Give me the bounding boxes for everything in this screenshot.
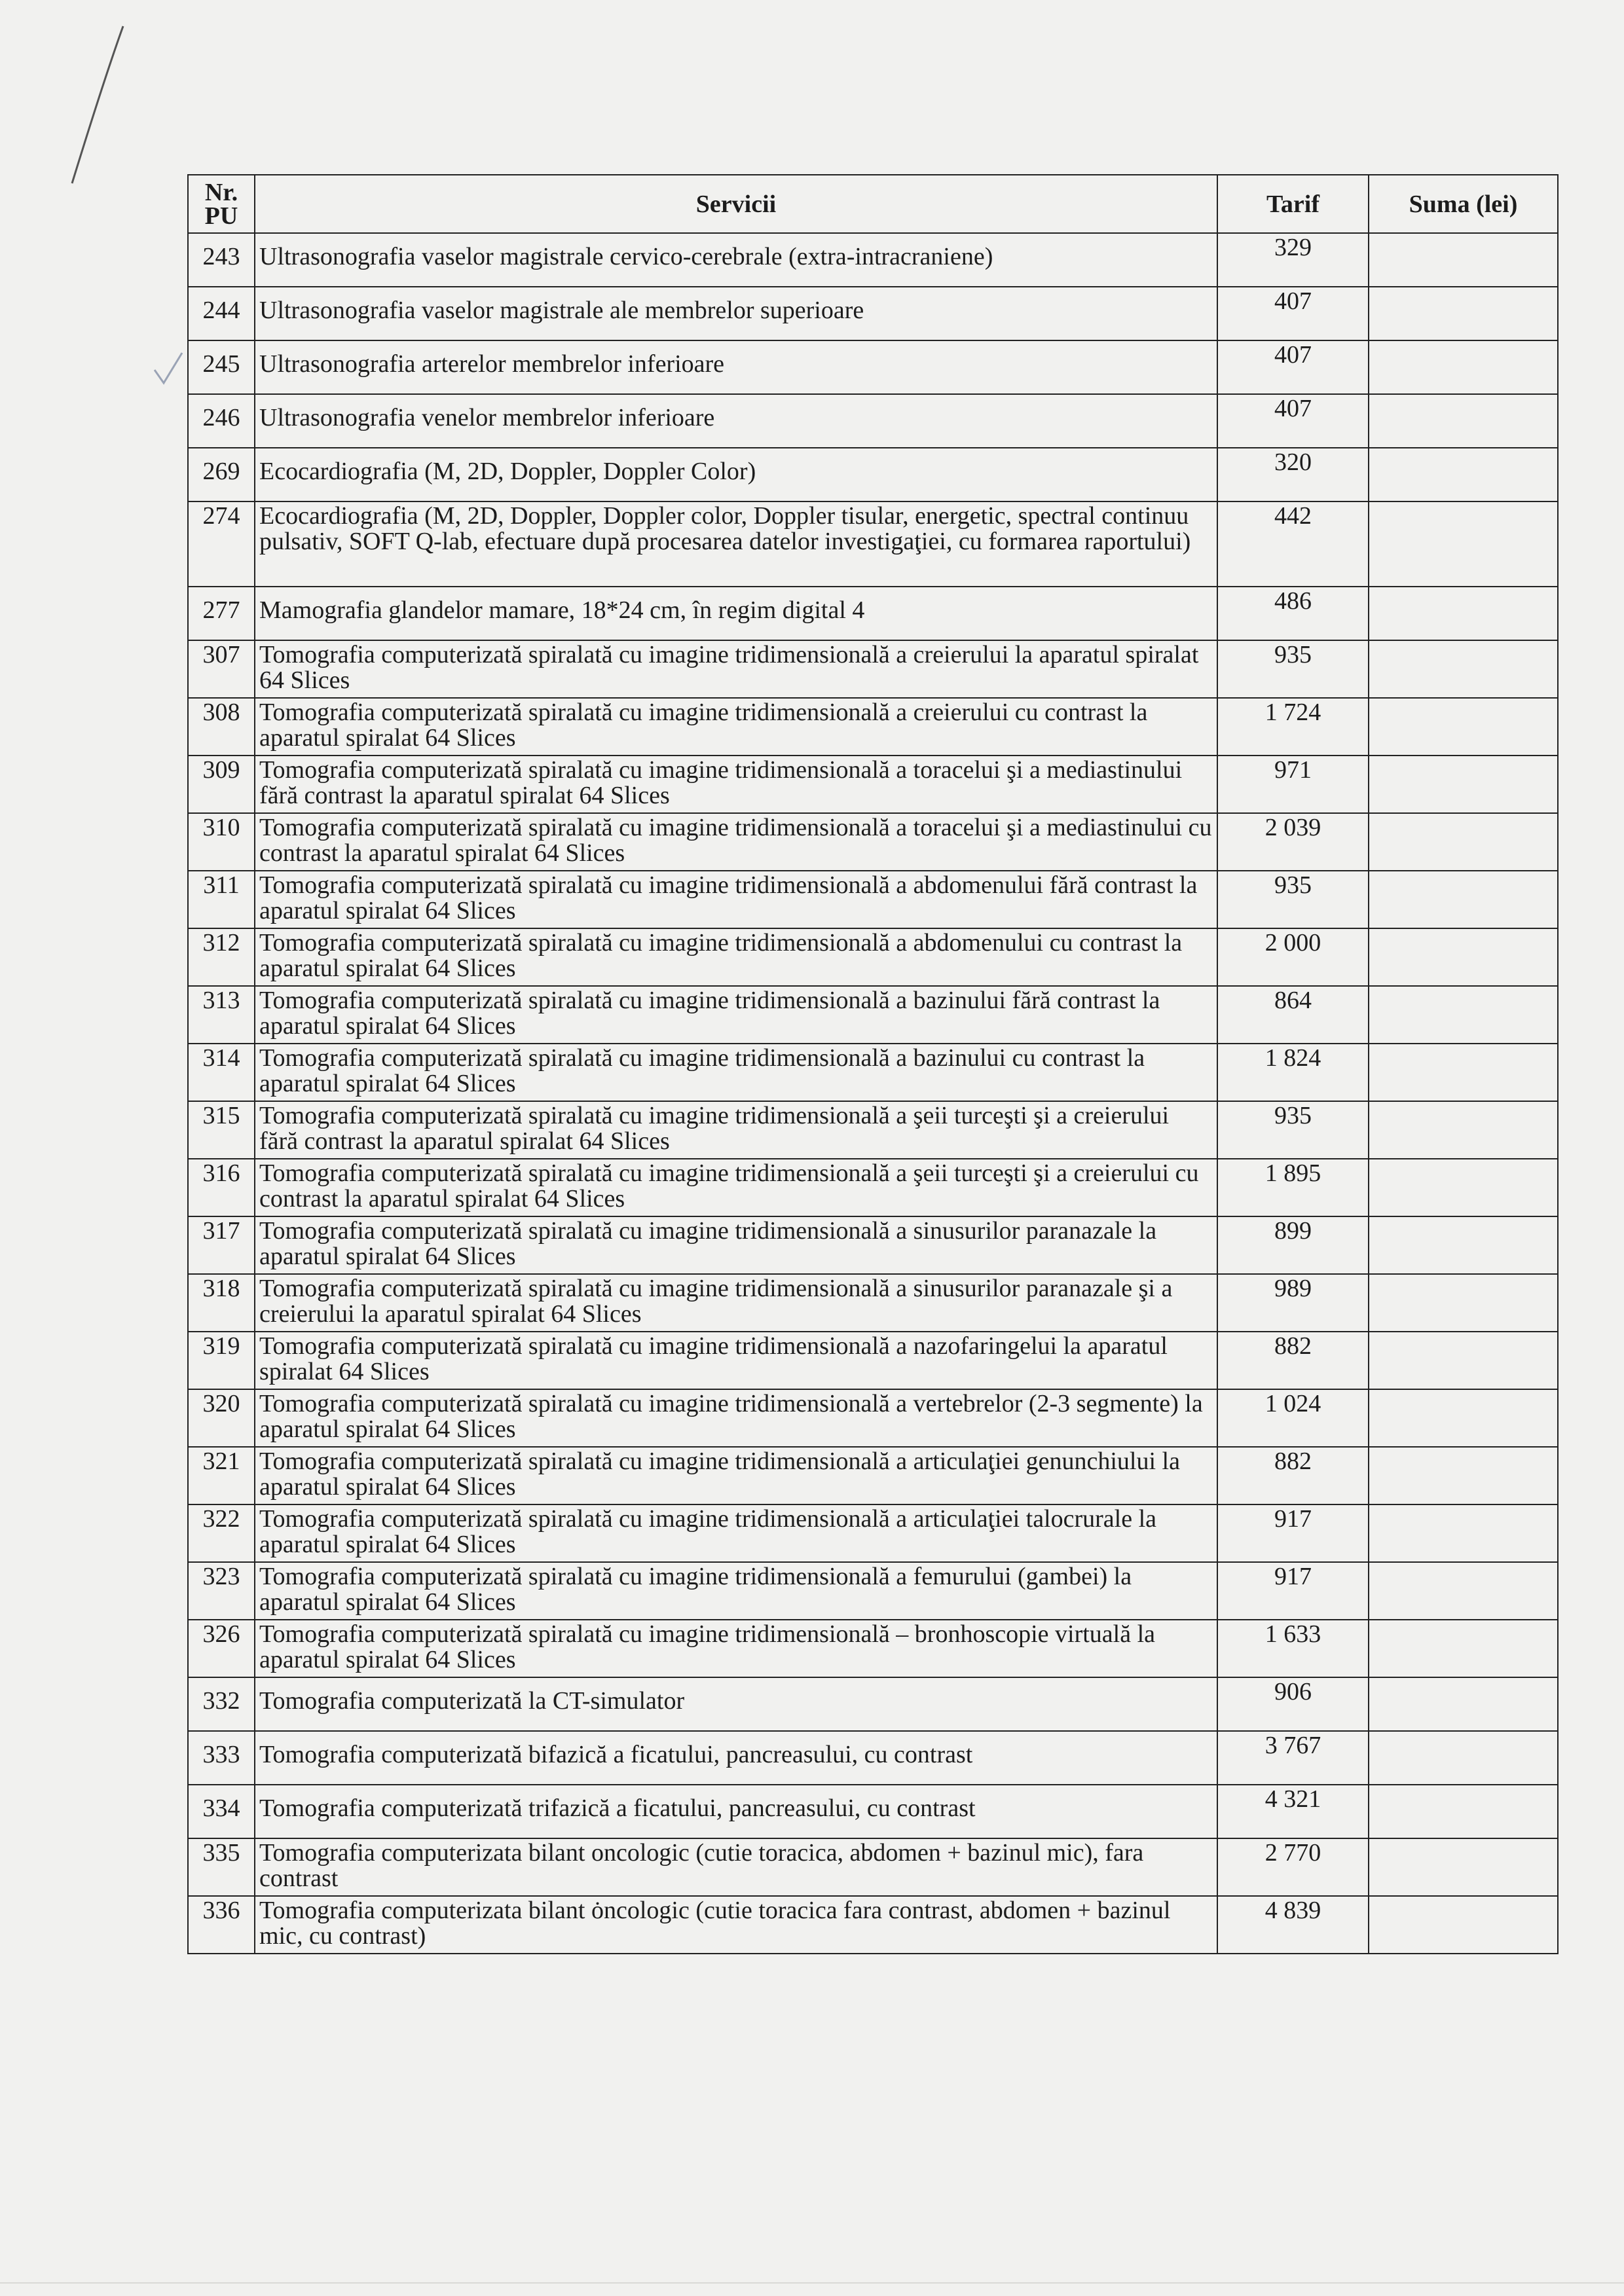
table-body bbox=[188, 233, 1558, 1954]
table-row bbox=[188, 871, 1558, 928]
cell-serviciu: Tomografia computerizata bilant oncologic (cutie toracica, abdomen + bazinul mic), fara contrast bbox=[255, 1838, 1217, 1896]
cell-serviciu: Tomografia computerizată trifazică a ficatului, pancreasului, cu contrast bbox=[255, 1785, 1217, 1838]
cell-serviciu: Tomografia computerizată spiralată cu imagine tridimensională – bronhoscopie virtuală la aparatul spiralat 64 Slices bbox=[255, 1620, 1217, 1677]
cell-tarif: 882 bbox=[1217, 1447, 1369, 1504]
cell-suma bbox=[1369, 1332, 1558, 1389]
cell-tarif: 1 824 bbox=[1217, 1044, 1369, 1101]
cell-tarif: 4 321 bbox=[1217, 1785, 1369, 1838]
table-row bbox=[188, 698, 1558, 756]
cell-suma bbox=[1369, 698, 1558, 756]
cell-tarif: 989 bbox=[1217, 1274, 1369, 1332]
cell-suma bbox=[1369, 1562, 1558, 1620]
cell-tarif: 407 bbox=[1217, 340, 1369, 394]
cell-serviciu: Tomografia computerizată spiralată cu imagine tridimensională a bazinului cu contrast la aparatul spiralat 64 Slices bbox=[255, 1044, 1217, 1101]
cell-serviciu: Tomografia computerizată spiralată cu imagine tridimensională a toracelui şi a mediastinului cu contrast la aparatul spiralat 64 Slices bbox=[255, 813, 1217, 871]
services-table bbox=[187, 174, 1559, 1954]
cell-tarif: 1 633 bbox=[1217, 1620, 1369, 1677]
table-row bbox=[188, 1504, 1558, 1562]
table-row bbox=[188, 1101, 1558, 1159]
table-row bbox=[188, 1389, 1558, 1447]
cell-nr: 307 bbox=[188, 640, 255, 698]
pen-stroke-mark bbox=[39, 20, 131, 190]
cell-suma bbox=[1369, 1896, 1558, 1954]
cell-tarif: 917 bbox=[1217, 1562, 1369, 1620]
table-row bbox=[188, 1677, 1558, 1731]
cell-tarif: 935 bbox=[1217, 871, 1369, 928]
table-row bbox=[188, 1896, 1558, 1954]
cell-suma bbox=[1369, 394, 1558, 448]
cell-nr: 308 bbox=[188, 698, 255, 756]
cell-nr: 309 bbox=[188, 756, 255, 813]
cell-serviciu: Tomografia computerizată spiralată cu imagine tridimensională a nazofaringelui la aparatul spiralat 64 Slices bbox=[255, 1332, 1217, 1389]
cell-nr: 274 bbox=[188, 501, 255, 587]
check-mark-icon bbox=[152, 350, 185, 390]
cell-suma bbox=[1369, 928, 1558, 986]
cell-nr: 269 bbox=[188, 448, 255, 501]
header-nr: Nr. PU bbox=[188, 175, 255, 233]
cell-suma bbox=[1369, 1159, 1558, 1216]
cell-nr: 321 bbox=[188, 1447, 255, 1504]
cell-serviciu: Tomografia computerizată spiralată cu imagine tridimensională a toracelui şi a mediastinului fără contrast la aparatul spiralat 64 Slices bbox=[255, 756, 1217, 813]
table-row bbox=[188, 1620, 1558, 1677]
table-row bbox=[188, 1447, 1558, 1504]
cell-serviciu: Tomografia computerizată spiralată cu imagine tridimensională a şeii turceşti şi a creierului cu contrast la aparatul spiralat 64 Slices bbox=[255, 1159, 1217, 1216]
cell-tarif: 917 bbox=[1217, 1504, 1369, 1562]
cell-suma bbox=[1369, 813, 1558, 871]
cell-tarif: 971 bbox=[1217, 756, 1369, 813]
cell-serviciu: Tomografia computerizată spiralată cu imagine tridimensională a creierului la aparatul spiralat 64 Slices bbox=[255, 640, 1217, 698]
cell-suma bbox=[1369, 640, 1558, 698]
cell-serviciu: Ultrasonografia venelor membrelor inferioare bbox=[255, 394, 1217, 448]
cell-tarif: 407 bbox=[1217, 394, 1369, 448]
table-row bbox=[188, 1785, 1558, 1838]
table-row bbox=[188, 756, 1558, 813]
cell-nr: 335 bbox=[188, 1838, 255, 1896]
cell-suma bbox=[1369, 287, 1558, 340]
cell-tarif: 899 bbox=[1217, 1216, 1369, 1274]
cell-tarif: 1 895 bbox=[1217, 1159, 1369, 1216]
cell-suma bbox=[1369, 501, 1558, 587]
cell-tarif: 1 024 bbox=[1217, 1389, 1369, 1447]
cell-nr: 317 bbox=[188, 1216, 255, 1274]
cell-suma bbox=[1369, 1447, 1558, 1504]
cell-serviciu: Tomografia computerizată spiralată cu imagine tridimensională a bazinului fără contrast la aparatul spiralat 64 Slices bbox=[255, 986, 1217, 1044]
cell-serviciu: Tomografia computerizată spiralată cu imagine tridimensională a şeii turceşti şi a creierului fără contrast la aparatul spiralat 64 Slices bbox=[255, 1101, 1217, 1159]
header-servicii: Servicii bbox=[255, 175, 1217, 233]
cell-suma bbox=[1369, 1044, 1558, 1101]
cell-suma bbox=[1369, 233, 1558, 287]
cell-serviciu: Ecocardiografia (M, 2D, Doppler, Doppler Color) bbox=[255, 448, 1217, 501]
cell-nr: 333 bbox=[188, 1731, 255, 1785]
cell-tarif: 882 bbox=[1217, 1332, 1369, 1389]
cell-nr: 243 bbox=[188, 233, 255, 287]
table-row bbox=[188, 1731, 1558, 1785]
cell-nr: 332 bbox=[188, 1677, 255, 1731]
cell-serviciu: Tomografia computerizată la CT-simulator bbox=[255, 1677, 1217, 1731]
cell-serviciu: Ultrasonografia vaselor magistrale ale membrelor superioare bbox=[255, 287, 1217, 340]
cell-nr: 277 bbox=[188, 587, 255, 640]
cell-tarif: 2 770 bbox=[1217, 1838, 1369, 1896]
cell-nr: 246 bbox=[188, 394, 255, 448]
cell-serviciu: Ultrasonografia vaselor magistrale cervico-cerebrale (extra-intracraniene) bbox=[255, 233, 1217, 287]
cell-nr: 311 bbox=[188, 871, 255, 928]
cell-serviciu: Tomografia computerizată spiralată cu imagine tridimensională a articulaţiei talocrurale la aparatul spiralat 64 Slices bbox=[255, 1504, 1217, 1562]
table-row bbox=[188, 340, 1558, 394]
cell-nr: 310 bbox=[188, 813, 255, 871]
cell-serviciu: Tomografia computerizată spiralată cu imagine tridimensională a articulaţiei genunchiului la aparatul spiralat 64 Slices bbox=[255, 1447, 1217, 1504]
cell-nr: 314 bbox=[188, 1044, 255, 1101]
cell-tarif: 1 724 bbox=[1217, 698, 1369, 756]
cell-suma bbox=[1369, 1731, 1558, 1785]
cell-tarif: 935 bbox=[1217, 1101, 1369, 1159]
table-row bbox=[188, 813, 1558, 871]
cell-suma bbox=[1369, 1677, 1558, 1731]
table-row bbox=[188, 640, 1558, 698]
cell-tarif: 906 bbox=[1217, 1677, 1369, 1731]
cell-nr: 313 bbox=[188, 986, 255, 1044]
cell-tarif: 2 000 bbox=[1217, 928, 1369, 986]
cell-suma bbox=[1369, 340, 1558, 394]
header-tarif: Tarif bbox=[1217, 175, 1369, 233]
table-row bbox=[188, 287, 1558, 340]
cell-suma bbox=[1369, 1785, 1558, 1838]
cell-tarif: 935 bbox=[1217, 640, 1369, 698]
cell-tarif: 329 bbox=[1217, 233, 1369, 287]
cell-suma bbox=[1369, 1504, 1558, 1562]
table-row bbox=[188, 928, 1558, 986]
cell-serviciu: Tomografia computerizată spiralată cu imagine tridimensională a sinusurilor paranazale la aparatul spiralat 64 Slices bbox=[255, 1216, 1217, 1274]
cell-nr: 318 bbox=[188, 1274, 255, 1332]
cell-nr: 320 bbox=[188, 1389, 255, 1447]
cell-nr: 316 bbox=[188, 1159, 255, 1216]
cell-serviciu: Ultrasonografia arterelor membrelor inferioare bbox=[255, 340, 1217, 394]
cell-tarif: 442 bbox=[1217, 501, 1369, 587]
cell-serviciu: Tomografia computerizată spiralată cu imagine tridimensională a abdomenului fără contrast la aparatul spiralat 64 Slices bbox=[255, 871, 1217, 928]
cell-serviciu: Tomografia computerizată spiralată cu imagine tridimensională a vertebrelor (2-3 segmente) la aparatul spiralat 64 Slices bbox=[255, 1389, 1217, 1447]
cell-nr: 244 bbox=[188, 287, 255, 340]
cell-nr: 336 bbox=[188, 1896, 255, 1954]
cell-serviciu: Tomografia computerizată spiralată cu imagine tridimensională a creierului cu contrast la aparatul spiralat 64 Slices bbox=[255, 698, 1217, 756]
cell-suma bbox=[1369, 587, 1558, 640]
cell-tarif: 407 bbox=[1217, 287, 1369, 340]
cell-tarif: 486 bbox=[1217, 587, 1369, 640]
cell-serviciu: Ecocardiografia (M, 2D, Doppler, Doppler color, Doppler tisular, energetic, spectral continuu pulsativ, SOFT Q-lab, efectuare după procesarea datelor investigaţiei, cu formarea raportului) bbox=[255, 501, 1217, 587]
cell-suma bbox=[1369, 986, 1558, 1044]
cell-suma bbox=[1369, 1389, 1558, 1447]
cell-serviciu: Tomografia computerizată spiralată cu imagine tridimensională a sinusurilor paranazale şi a creierului la aparatul spiralat 64 Slices bbox=[255, 1274, 1217, 1332]
cell-suma bbox=[1369, 1838, 1558, 1896]
cell-nr: 322 bbox=[188, 1504, 255, 1562]
cell-suma bbox=[1369, 1620, 1558, 1677]
cell-tarif: 4 839 bbox=[1217, 1896, 1369, 1954]
table-row bbox=[188, 1159, 1558, 1216]
cell-tarif: 3 767 bbox=[1217, 1731, 1369, 1785]
table-header-row bbox=[188, 175, 1558, 233]
table-row bbox=[188, 233, 1558, 287]
scan-bottom-edge bbox=[0, 2282, 1624, 2284]
cell-serviciu: Tomografia computerizată bifazică a ficatului, pancreasului, cu contrast bbox=[255, 1731, 1217, 1785]
table-row bbox=[188, 394, 1558, 448]
cell-serviciu: Tomografia computerizată spiralată cu imagine tridimensională a femurului (gambei) la aparatul spiralat 64 Slices bbox=[255, 1562, 1217, 1620]
cell-nr: 245 bbox=[188, 340, 255, 394]
cell-suma bbox=[1369, 1274, 1558, 1332]
cell-suma bbox=[1369, 1101, 1558, 1159]
cell-suma bbox=[1369, 756, 1558, 813]
cell-nr: 334 bbox=[188, 1785, 255, 1838]
cell-nr: 323 bbox=[188, 1562, 255, 1620]
table-row bbox=[188, 1216, 1558, 1274]
header-suma: Suma (lei) bbox=[1369, 175, 1558, 233]
table-row bbox=[188, 448, 1558, 501]
table-row bbox=[188, 1274, 1558, 1332]
table-row bbox=[188, 1332, 1558, 1389]
table-row bbox=[188, 587, 1558, 640]
table-row bbox=[188, 1562, 1558, 1620]
table-row bbox=[188, 501, 1558, 587]
table-row bbox=[188, 1044, 1558, 1101]
cell-tarif: 320 bbox=[1217, 448, 1369, 501]
cell-suma bbox=[1369, 1216, 1558, 1274]
cell-serviciu: Tomografia computerizată spiralată cu imagine tridimensională a abdomenului cu contrast la aparatul spiralat 64 Slices bbox=[255, 928, 1217, 986]
cell-nr: 326 bbox=[188, 1620, 255, 1677]
cell-suma bbox=[1369, 871, 1558, 928]
cell-tarif: 2 039 bbox=[1217, 813, 1369, 871]
cell-nr: 312 bbox=[188, 928, 255, 986]
cell-tarif: 864 bbox=[1217, 986, 1369, 1044]
cell-nr: 319 bbox=[188, 1332, 255, 1389]
cell-serviciu: Mamografia glandelor mamare, 18*24 cm, în regim digital 4 bbox=[255, 587, 1217, 640]
cell-nr: 315 bbox=[188, 1101, 255, 1159]
cell-suma bbox=[1369, 448, 1558, 501]
table-row bbox=[188, 986, 1558, 1044]
table-row bbox=[188, 1838, 1558, 1896]
cell-serviciu: Tomografia computerizata bilant ȯncologic (cutie toracica fara contrast, abdomen + bazinul mic, cu contrast) bbox=[255, 1896, 1217, 1954]
